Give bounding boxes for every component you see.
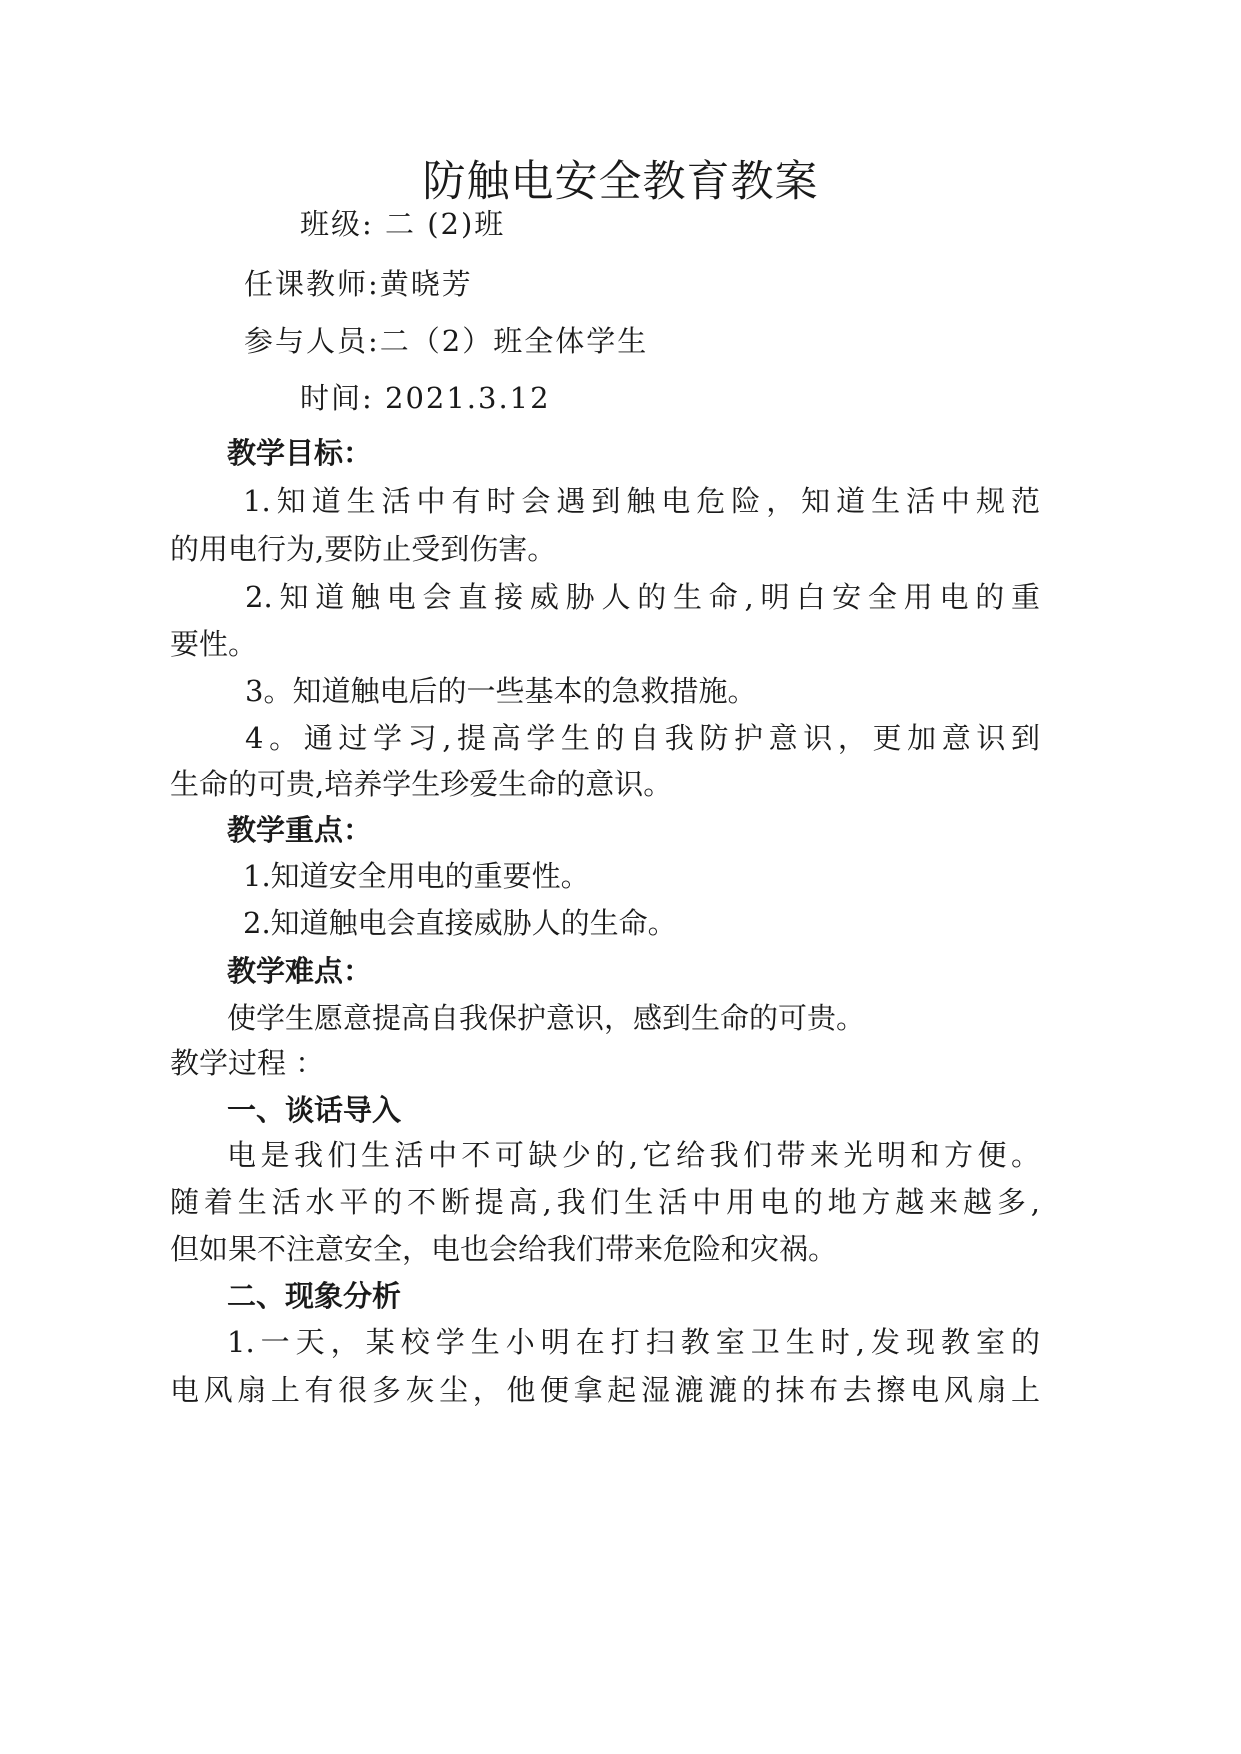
objective-4-line-2: 生命的可贵,培养学生珍爱生命的意识。 <box>170 767 673 801</box>
section-1-line-1: 电是我们生活中不可缺少的,它给我们带来光明和方便。 <box>227 1138 1040 1172</box>
key-points-heading: 教学重点： <box>227 813 373 847</box>
section-2-line-2: 电风扇上有很多灰尘，他便拿起湿漉漉的抹布去擦电风扇上 <box>170 1373 1040 1407</box>
time-info: 时间: 2021.3.12 <box>300 381 551 415</box>
difficulties-heading: 教学难点： <box>227 954 373 988</box>
objectives-heading: 教学目标： <box>227 436 373 470</box>
key-point-1: 1.知道安全用电的重要性。 <box>243 859 590 893</box>
objective-2-line-2: 要性。 <box>170 627 258 661</box>
key-point-2: 2.知道触电会直接威胁人的生命。 <box>243 906 677 940</box>
class-info: 班级: 二 (2)班 <box>300 207 506 241</box>
section-1-heading: 一、谈话导入 <box>227 1093 402 1127</box>
objective-1-line-1: 1.知道生活中有时会遇到触电危险，知道生活中规范 <box>243 484 1040 518</box>
objective-1-line-2: 的用电行为,要防止受到伤害。 <box>170 532 557 566</box>
teacher-info: 任课教师:黄晓芳 <box>244 267 473 301</box>
section-1-line-3: 但如果不注意安全，电也会给我们带来危险和灾祸。 <box>170 1232 838 1266</box>
participants-info: 参与人员:二（2）班全体学生 <box>244 324 649 358</box>
section-1-line-2: 随着生活水平的不断提高,我们生活中用电的地方越来越多, <box>170 1185 1040 1219</box>
difficulties-text: 使学生愿意提高自我保护意识，感到生命的可贵。 <box>227 1001 866 1035</box>
section-2-heading: 二、现象分析 <box>227 1279 402 1313</box>
section-2-line-1: 1.一天，某校学生小明在打扫教室卫生时,发现教室的 <box>227 1325 1040 1359</box>
document-title: 防触电安全教育教案 <box>422 157 819 207</box>
objective-2-line-1: 2.知道触电会直接威胁人的生命,明白安全用电的重 <box>245 580 1040 614</box>
objective-4-line-1: 4。通过学习,提高学生的自我防护意识，更加意识到 <box>245 721 1040 755</box>
process-label: 教学过程 ： <box>170 1046 325 1080</box>
objective-3: 3。知道触电后的一些基本的急救措施。 <box>245 674 757 708</box>
